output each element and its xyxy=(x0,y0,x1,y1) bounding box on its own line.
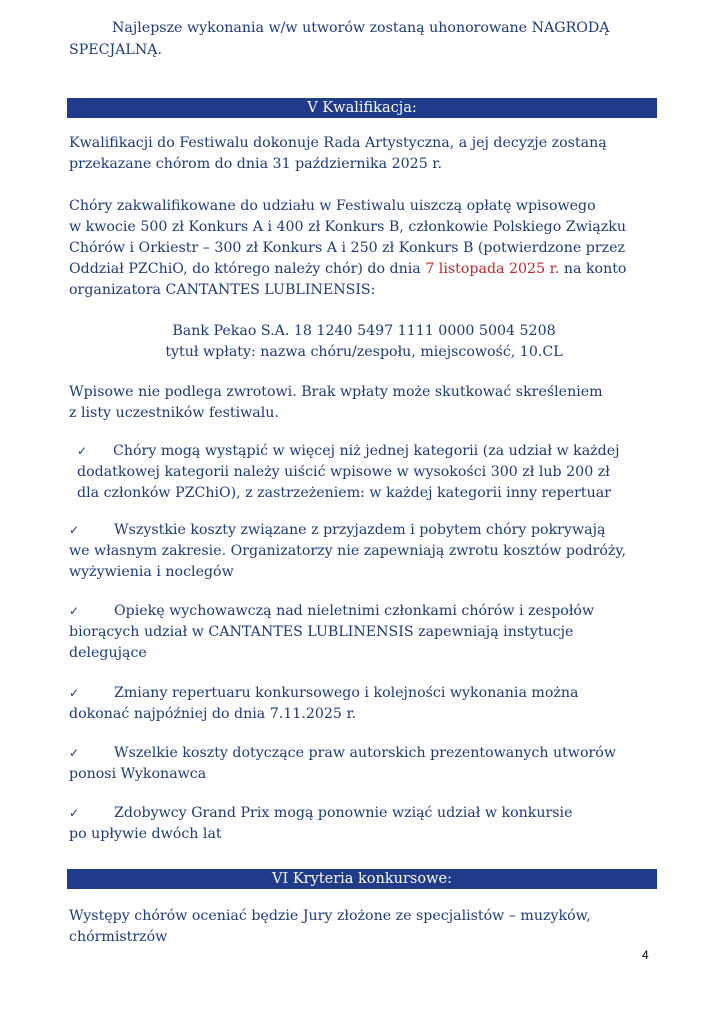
refund-line-2: z listy uczestników festiwalu. xyxy=(69,405,279,421)
bullet-repertoire-line-2: dokonać najpóźniej do dnia 7.11.2025 r. xyxy=(69,706,357,722)
check-icon: ✓ xyxy=(77,444,88,458)
bullet-costs-line-2: we własnym zakresie. Organizatorzy nie zapewniają zwrotu kosztów podróży, xyxy=(69,543,627,559)
intro-line-1: Najlepsze wykonania w/w utworów zostaną uhonorowane NAGRODĄ xyxy=(112,20,610,36)
bullet-categories-line-2: dodatkowej kategorii należy uiścić wpisowe w wysokości 300 zł lub 200 zł xyxy=(77,464,610,480)
bullet-repertoire xyxy=(69,683,657,725)
bullet-care xyxy=(69,601,657,664)
check-icon: ✓ xyxy=(69,523,80,537)
qualification-paragraph xyxy=(69,133,659,175)
bullet-grand-prix-line-1: ✓ Zdobywcy Grand Prix mogą ponownie wziąć udział w konkursie xyxy=(69,803,657,824)
bullet-copyright-line-2: ponosi Wykonawca xyxy=(69,766,207,782)
fee-line-3: Chórów i Orkiestr – 300 zł Konkurs A i 250 zł Konkurs B (potwierdzone przez xyxy=(69,240,625,256)
check-icon: ✓ xyxy=(69,604,80,618)
intro-line-2: SPECJALNĄ. xyxy=(69,42,163,58)
bullet-grand-prix-line-2: po upływie dwóch lat xyxy=(69,826,222,842)
bank-account-line: Bank Pekao S.A. 18 1240 5497 1111 0000 5004 5208 xyxy=(172,323,556,339)
fee-line-5: organizatora CANTANTES LUBLINENSIS: xyxy=(69,282,376,298)
bullet-copyright-line-1: ✓ Wszelkie koszty dotyczące praw autorskich prezentowanych utworów xyxy=(69,743,657,764)
bullet-costs-line-1: ✓ Wszystkie koszty związane z przyjazdem i pobytem chóry pokrywają xyxy=(69,520,657,541)
bank-details xyxy=(69,321,659,363)
bullet-care-line-1: ✓ Opiekę wychowawczą nad nieletnimi członkami chórów i zespołów xyxy=(69,601,657,622)
fee-line-4-post: na konto xyxy=(559,261,627,277)
transfer-title-line: tytuł wpłaty: nazwa chóru/zespołu, miejscowość, 10.CL xyxy=(165,344,563,360)
check-icon: ✓ xyxy=(69,806,80,820)
qualification-line-1: Kwalifikacji do Festiwalu dokonuje Rada Artystyczna, a jej decyzje zostaną xyxy=(69,135,607,151)
bullet-grand-prix xyxy=(69,803,657,845)
check-icon: ✓ xyxy=(69,746,80,760)
section-vi-heading: VI Kryteria konkursowe: xyxy=(67,869,657,889)
bullet-care-line-2: biorących udział w CANTANTES LUBLINENSIS zapewniają instytucje xyxy=(69,624,574,640)
bullet-categories xyxy=(77,441,657,504)
criteria-line-2: chórmistrzów xyxy=(69,929,168,945)
fee-line-1: Chóry zakwalifikowane do udziału w Festiwalu uiszczą opłatę wpisowego xyxy=(69,198,596,214)
qualification-line-2: przekazane chórom do dnia 31 października 2025 r. xyxy=(69,156,442,172)
bullet-categories-line-1: ✓ Chóry mogą wystąpić w więcej niż jednej kategorii (za udział w każdej xyxy=(77,441,657,462)
fee-deadline: 7 listopada 2025 r. xyxy=(425,261,560,277)
fee-line-2: w kwocie 500 zł Konkurs A i 400 zł Konkurs B, członkowie Polskiego Związku xyxy=(69,219,626,235)
bullet-costs-line-3: wyżywienia i noclegów xyxy=(69,564,234,580)
bullet-categories-line-3: dla członków PZChiO), z zastrzeżeniem: w każdej kategorii inny repertuar xyxy=(77,485,612,501)
bullet-care-line-3: delegujące xyxy=(69,645,147,661)
refund-paragraph xyxy=(69,382,657,424)
bullet-copyright xyxy=(69,743,657,785)
check-icon: ✓ xyxy=(69,686,80,700)
page-number: 4 xyxy=(642,948,649,962)
refund-line-1: Wpisowe nie podlega zwrotowi. Brak wpłaty może skutkować skreśleniem xyxy=(69,384,603,400)
criteria-line-1: Występy chórów oceniać będzie Jury złożone ze specjalistów – muzyków, xyxy=(69,908,591,924)
fee-line-4 xyxy=(69,259,657,280)
bullet-costs xyxy=(69,520,657,583)
fee-paragraph xyxy=(69,196,657,301)
bullet-repertoire-line-1: ✓ Zmiany repertuaru konkursowego i kolejności wykonania można xyxy=(69,683,657,704)
fee-line-4-pre: Oddział PZChiO, do którego należy chór) do dnia xyxy=(69,261,426,277)
section-v-heading: V Kwalifikacja: xyxy=(67,98,657,118)
criteria-paragraph xyxy=(69,906,657,948)
